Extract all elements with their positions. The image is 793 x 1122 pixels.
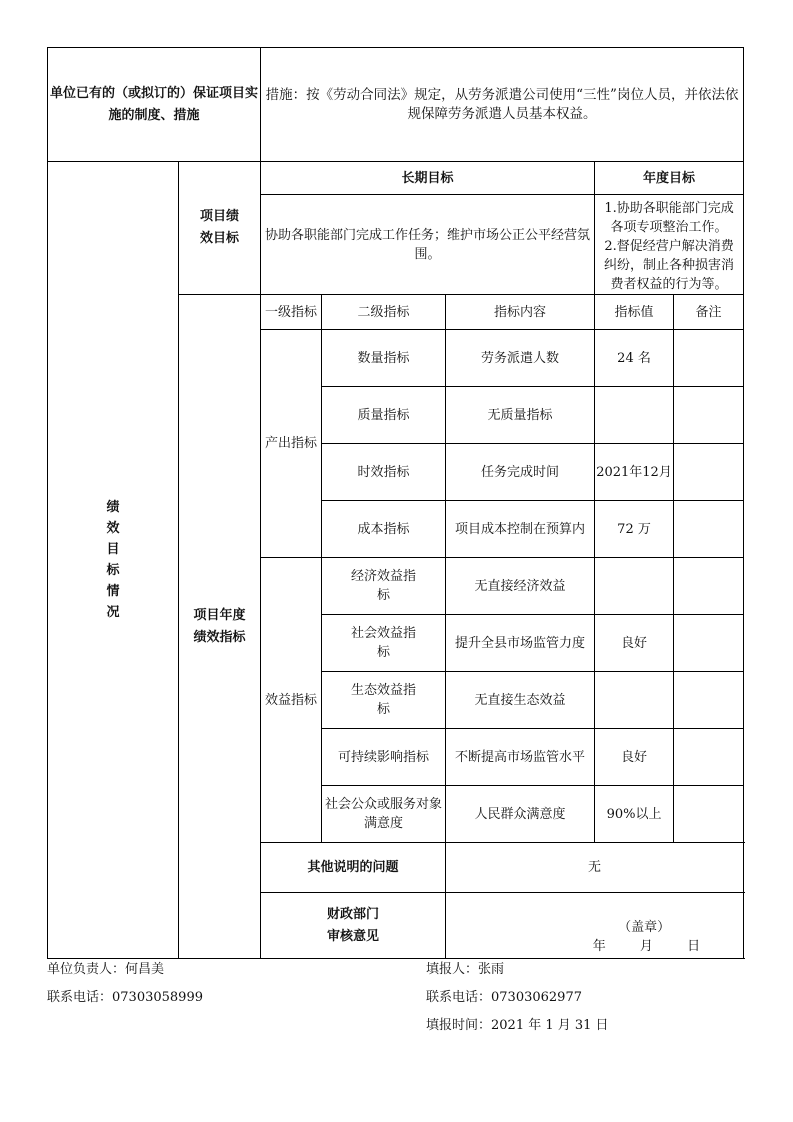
benefit-value: 良好 xyxy=(595,615,674,672)
annual-text xyxy=(595,195,744,295)
output-value xyxy=(595,387,674,444)
output-remark xyxy=(674,330,744,387)
benefit-content: 提升全县市场监管力度 xyxy=(446,615,595,672)
benefit-level2: 社会公众或服务对象满意度 xyxy=(322,786,446,843)
benefit-remark xyxy=(674,786,744,843)
annual-text-2: 2.督促经营户解决消费纠纷，制止各种损害消费者权益的行为等。 xyxy=(604,239,735,292)
finance-stamp: （盖章） xyxy=(618,920,671,935)
unit-head: 单位负责人：何昌美 xyxy=(47,962,165,977)
output-value: 2021年12月 xyxy=(595,444,674,501)
measures-text: 措施：按《劳动合同法》规定，从劳务派遣公司使用“三性”岗位人员，并依法依规保障劳务派遣人员基本权益。 xyxy=(261,48,744,162)
benefit-value: 90%以上 xyxy=(595,786,674,843)
output-remark xyxy=(674,444,744,501)
output-value: 72 万 xyxy=(595,501,674,558)
finance-label-line2: 审核意见 xyxy=(327,928,380,944)
benefit-value xyxy=(595,672,674,729)
benefit-content: 无直接生态效益 xyxy=(446,672,595,729)
benefit-level2: 可持续影响指标 xyxy=(322,729,446,786)
annual-header: 年度目标 xyxy=(595,162,744,195)
benefit-content: 不断提高市场监管水平 xyxy=(446,729,595,786)
benefit-remark xyxy=(674,558,744,615)
header-level1: 一级指标 xyxy=(261,295,322,330)
output-content: 劳务派遣人数 xyxy=(446,330,595,387)
finance-day: 日 xyxy=(687,939,701,954)
output-level2: 数量指标 xyxy=(322,330,446,387)
benefit-label: 效益指标 xyxy=(261,558,322,843)
long-term-text: 协助各职能部门完成工作任务；维护市场公正公平经营氛围。 xyxy=(261,195,595,295)
reporter: 填报人：张雨 xyxy=(426,962,505,977)
header-value: 指标值 xyxy=(595,295,674,330)
output-level2: 质量指标 xyxy=(322,387,446,444)
project-goal-label: 项目绩效目标 xyxy=(179,162,261,295)
section-label-text: 绩效目标情况 xyxy=(106,500,120,620)
output-content: 任务完成时间 xyxy=(446,444,595,501)
benefit-remark xyxy=(674,672,744,729)
benefit-value xyxy=(595,558,674,615)
benefit-level2: 生态效益指标 xyxy=(322,672,446,729)
indicator-label: 项目年度绩效指标 xyxy=(179,295,261,959)
benefit-remark xyxy=(674,729,744,786)
long-term-header: 长期目标 xyxy=(261,162,595,195)
benefit-content: 人民群众满意度 xyxy=(446,786,595,843)
header-content: 指标内容 xyxy=(446,295,595,330)
header-level2: 二级指标 xyxy=(322,295,446,330)
output-remark xyxy=(674,501,744,558)
output-label: 产出指标 xyxy=(261,330,322,558)
report-time: 填报时间：2021 年 1 月 31 日 xyxy=(426,1018,609,1033)
other-label: 其他说明的问题 xyxy=(261,843,446,893)
header-remark: 备注 xyxy=(674,295,744,330)
other-value: 无 xyxy=(446,843,744,893)
phone-left: 联系电话：07303058999 xyxy=(47,990,203,1005)
output-remark xyxy=(674,387,744,444)
benefit-level2: 经济效益指标 xyxy=(322,558,446,615)
benefit-remark xyxy=(674,615,744,672)
output-level2: 成本指标 xyxy=(322,501,446,558)
benefit-level2: 社会效益指标 xyxy=(322,615,446,672)
benefit-content: 无直接经济效益 xyxy=(446,558,595,615)
section-label xyxy=(48,162,179,959)
measures-label: 单位已有的（或拟订的）保证项目实施的制度、措施 xyxy=(48,48,261,162)
finance-opinion xyxy=(446,893,744,959)
finance-month: 月 xyxy=(639,939,653,954)
finance-date xyxy=(449,937,740,956)
output-content: 项目成本控制在预算内 xyxy=(446,501,595,558)
output-content: 无质量指标 xyxy=(446,387,595,444)
performance-table xyxy=(47,47,744,959)
finance-year: 年 xyxy=(592,939,606,954)
finance-label xyxy=(261,893,446,959)
benefit-value: 良好 xyxy=(595,729,674,786)
output-level2: 时效指标 xyxy=(322,444,446,501)
phone-right: 联系电话：07303062977 xyxy=(426,990,582,1005)
annual-text-1: 1.协助各职能部门完成各项专项整治工作。 xyxy=(604,201,734,235)
output-value: 24 名 xyxy=(595,330,674,387)
finance-label-line1: 财政部门 xyxy=(327,906,380,922)
